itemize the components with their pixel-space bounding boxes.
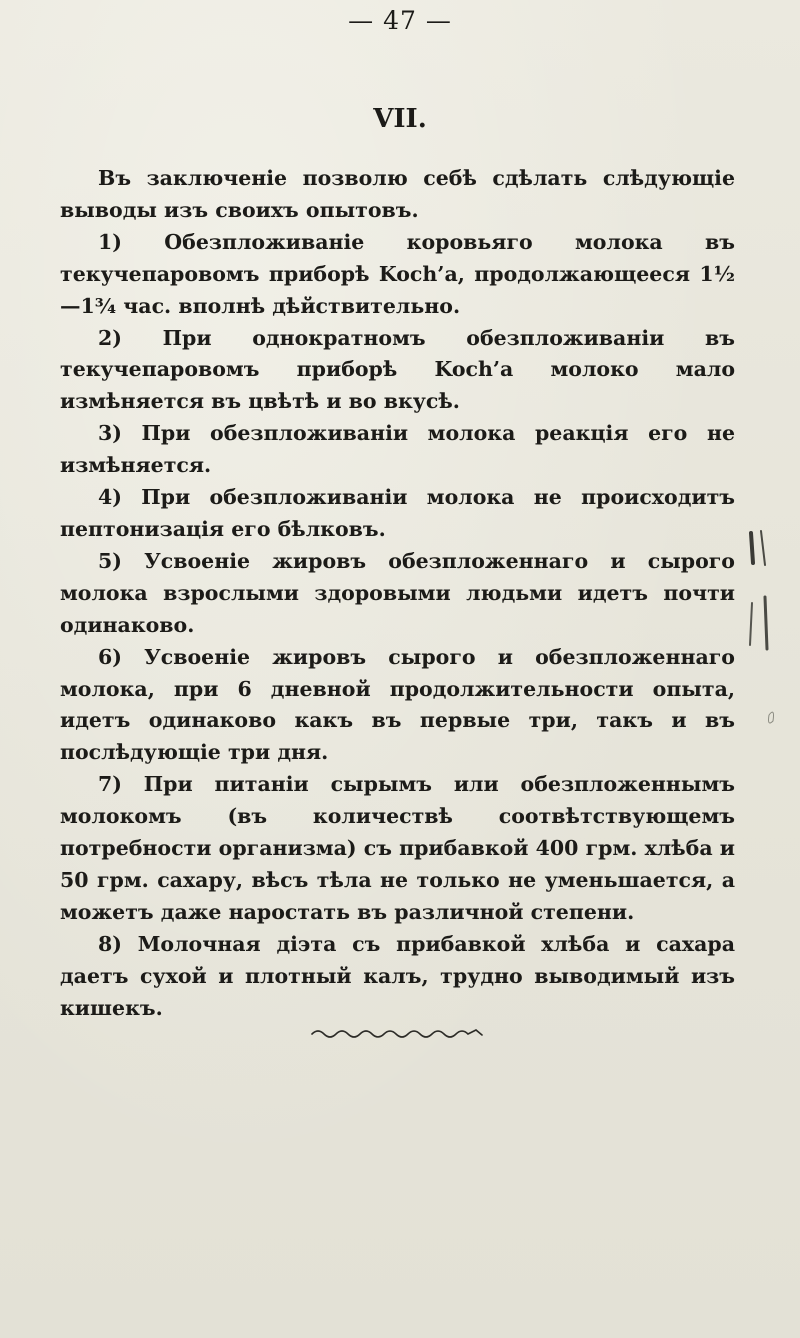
conclusion-1: 1) Обезпложиваніе коровьяго молока въ текучепаровомъ приборѣ Koch’а, продолжающееся 1½—1¾ час. вполнѣ дѣйствительно. [60,229,735,318]
conclusion-8: 8) Молочная діэта съ прибавкой хлѣба и сахара даетъ сухой и плотный калъ, трудно выводимый изъ кишекъ. [60,931,735,1020]
body-text [60,163,735,1024]
conclusion-7: 7) При питаніи сырымъ или обезпложеннымъ молокомъ (въ количествѣ соотвѣтствующемъ потребности организма) съ прибавкой 400 грм. хлѣба и 50 грм. сахару, вѣсъ тѣла не только не уменьшается, а можетъ даже наростать въ различной степени. [60,772,735,924]
margin-pencil-marks [743,525,783,745]
section-heading: VII. [373,104,427,134]
page-number: — 47 — [348,6,452,35]
conclusion-2: 2) При однократномъ обезпложиваніи въ текучепаровомъ приборѣ Koch’а молоко мало измѣняется въ цвѣтѣ и во вкусѣ. [60,325,735,414]
conclusion-6: 6) Усвоеніе жировъ сырого и обезпложеннаго молока, при 6 дневной продолжительности опыта, идетъ одинаково какъ въ первые три, такъ и въ послѣдующіе три дня. [60,644,735,765]
closing-ornament [310,1025,490,1039]
conclusion-4: 4) При обезпложиваніи молока не происходитъ пептонизація его бѣлковъ. [60,485,735,541]
intro-paragraph: Въ заключеніе позволю себѣ сдѣлать слѣдующіе выводы изъ своихъ опытовъ. [60,166,735,222]
conclusion-5: 5) Усвоеніе жировъ обезпложеннаго и сырого молока взрослыми здоровыми людьми идетъ почти одинаково. [60,548,735,637]
conclusion-3: 3) При обезпложиваніи молока реакція его не измѣняется. [60,421,735,478]
